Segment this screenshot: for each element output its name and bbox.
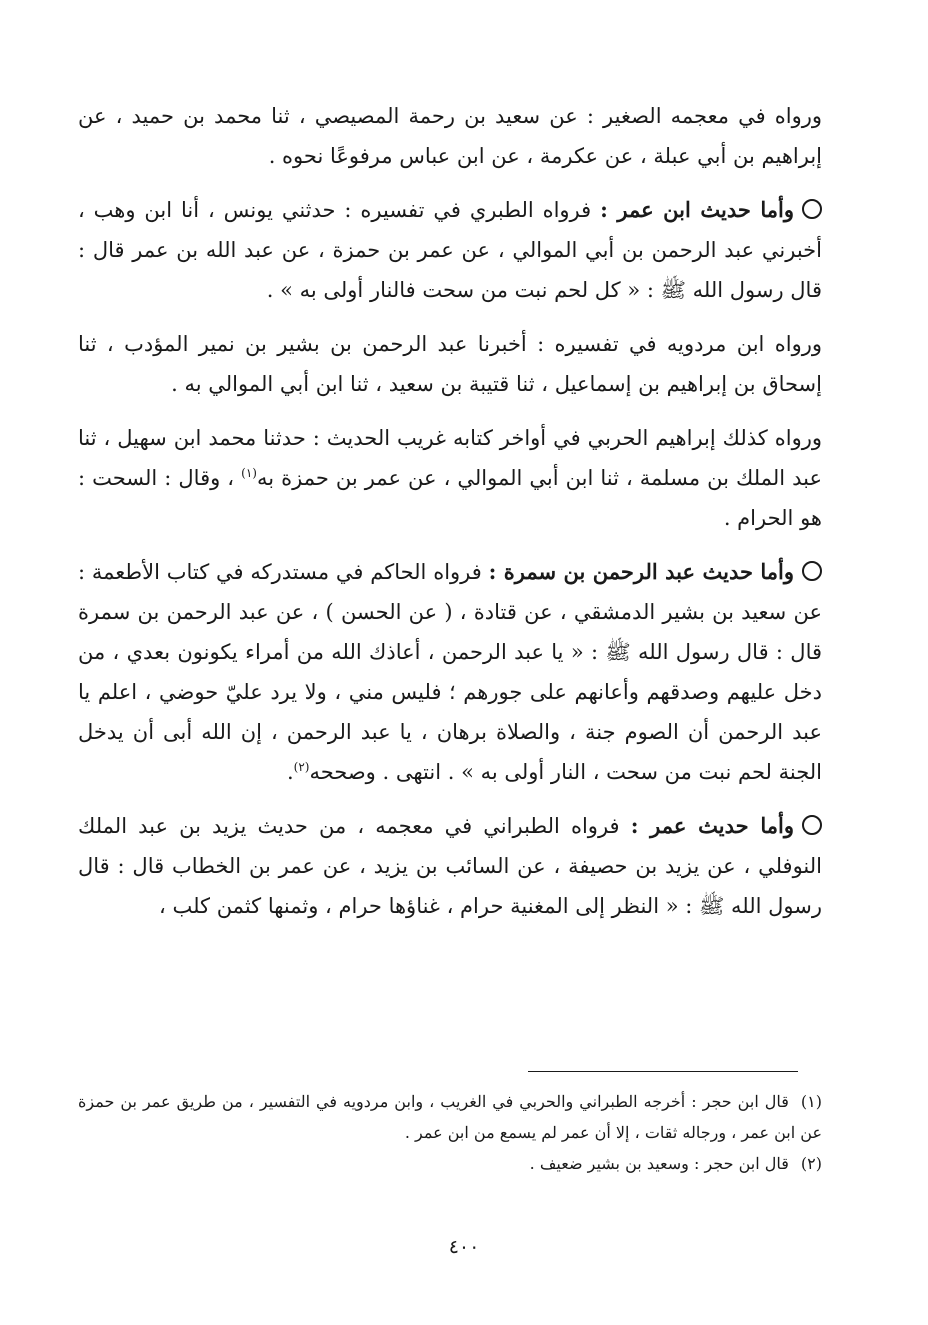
- paragraph-6: [78, 806, 822, 926]
- paragraph-3: [78, 324, 822, 404]
- paragraph-text: ورواه ابن مردويه في تفسيره : أخبرنا عبد الرحمن بن بشير بن نمير المؤدب ، ثنا إسحاق بن إبراهيم بن إسماعيل ، ثنا قتيبة بن سعيد ، ثنا ابن أبي الموالي به .: [78, 332, 822, 396]
- paragraph-text: فرواه الطبراني في معجمه ، من حديث يزيد بن عبد الملك النوفلي ، عن يزيد بن حصيفة ، عن السائب بن يزيد ، عن عمر بن الخطاب قال : قال رسول الله ﷺ : « النظر إلى المغنية حرام ، غناؤها حرام ، وثمنها كثمن كلب ،: [78, 814, 822, 918]
- footnote-number: (٢): [800, 1154, 822, 1173]
- footnote-ref-1: (١): [241, 466, 257, 480]
- footnote-number: (١): [800, 1092, 823, 1111]
- footnote-2: [78, 1148, 822, 1179]
- paragraph-text: ورواه كذلك إبراهيم الحربي في أواخر كتابه غريب الحديث : حدثنا محمد ابن سهيل ، ثنا عبد الملك بن مسلمة ، ثنا ابن أبي الموالي ، عن عمر بن حمزة به: [78, 426, 822, 490]
- section-heading: وأما حديث عبد الرحمن بن سمرة :: [488, 559, 795, 584]
- paragraph-5: [78, 552, 822, 792]
- paragraph-tail: ، وقال : السحت : هو الحرام .: [78, 466, 822, 530]
- section-circle-icon: [802, 199, 822, 219]
- paragraph-4: [78, 418, 822, 538]
- main-text: [78, 96, 822, 940]
- section-circle-icon: [802, 561, 822, 581]
- section-heading: وأما حديث عمر :: [630, 813, 794, 838]
- paragraph-text: فرواه الحاكم في مستدركه في كتاب الأطعمة : عن سعيد بن بشير الدمشقي ، عن قتادة ، ( عن الحسن ) ، عن عبد الرحمن بن سمرة قال : قال رسول الله ﷺ : « يا عبد الرحمن ، أعاذك الله من أمراء يكونون بعدي ، من دخل عليهم وصدقهم وأعانهم على جورهم ؛ فليس مني ، ولا يرد عليّ حوضي ، اعلم يا عبد الرحمن أن الصوم جنة ، والصلاة برهان ، يا عبد الرحمن ، إن الله أبى أن يدخل الجنة لحم نبت من سحت ، النار أولى به » . انتهى . وصححه: [78, 560, 822, 784]
- footnote-1: [78, 1086, 822, 1148]
- footnote-text: قال ابن حجر : أخرجه الطبراني والحربي في الغريب ، وابن مردويه في التفسير ، من طريق عمر بن حمزة عن ابن عمر ، ورجاله ثقات ، إلا أن عمر لم يسمع من ابن عمر .: [78, 1092, 822, 1142]
- footnote-divider: [528, 1071, 798, 1072]
- footnote-text: قال ابن حجر : وسعيد بن بشير ضعيف .: [529, 1154, 789, 1173]
- page-number: ٤٠٠: [448, 1236, 480, 1258]
- paragraph-text: ورواه في معجمه الصغير : عن سعيد بن رحمة المصيصي ، ثنا محمد بن حميد ، عن إبراهيم بن أبي عبلة ، عن عكرمة ، عن ابن عباس مرفوعًا نحوه .: [78, 104, 822, 168]
- paragraph-tail: .: [286, 760, 294, 784]
- footnote-ref-2: (٢): [293, 760, 310, 774]
- paragraph-1: [78, 96, 822, 176]
- paragraph-text: فرواه الطبري في تفسيره : حدثني يونس ، أنا ابن وهب ، أخبرني عبد الرحمن بن أبي الموالي ، عن عمر بن حمزة ، عن عبد الله بن عمر قال : قال رسول الله ﷺ : « كل لحم نبت من سحت فالنار أولى به » .: [78, 198, 822, 302]
- section-circle-icon: [802, 815, 822, 835]
- paragraph-2: [78, 190, 822, 310]
- footnotes: [78, 1086, 822, 1179]
- section-heading: وأما حديث ابن عمر :: [600, 197, 794, 222]
